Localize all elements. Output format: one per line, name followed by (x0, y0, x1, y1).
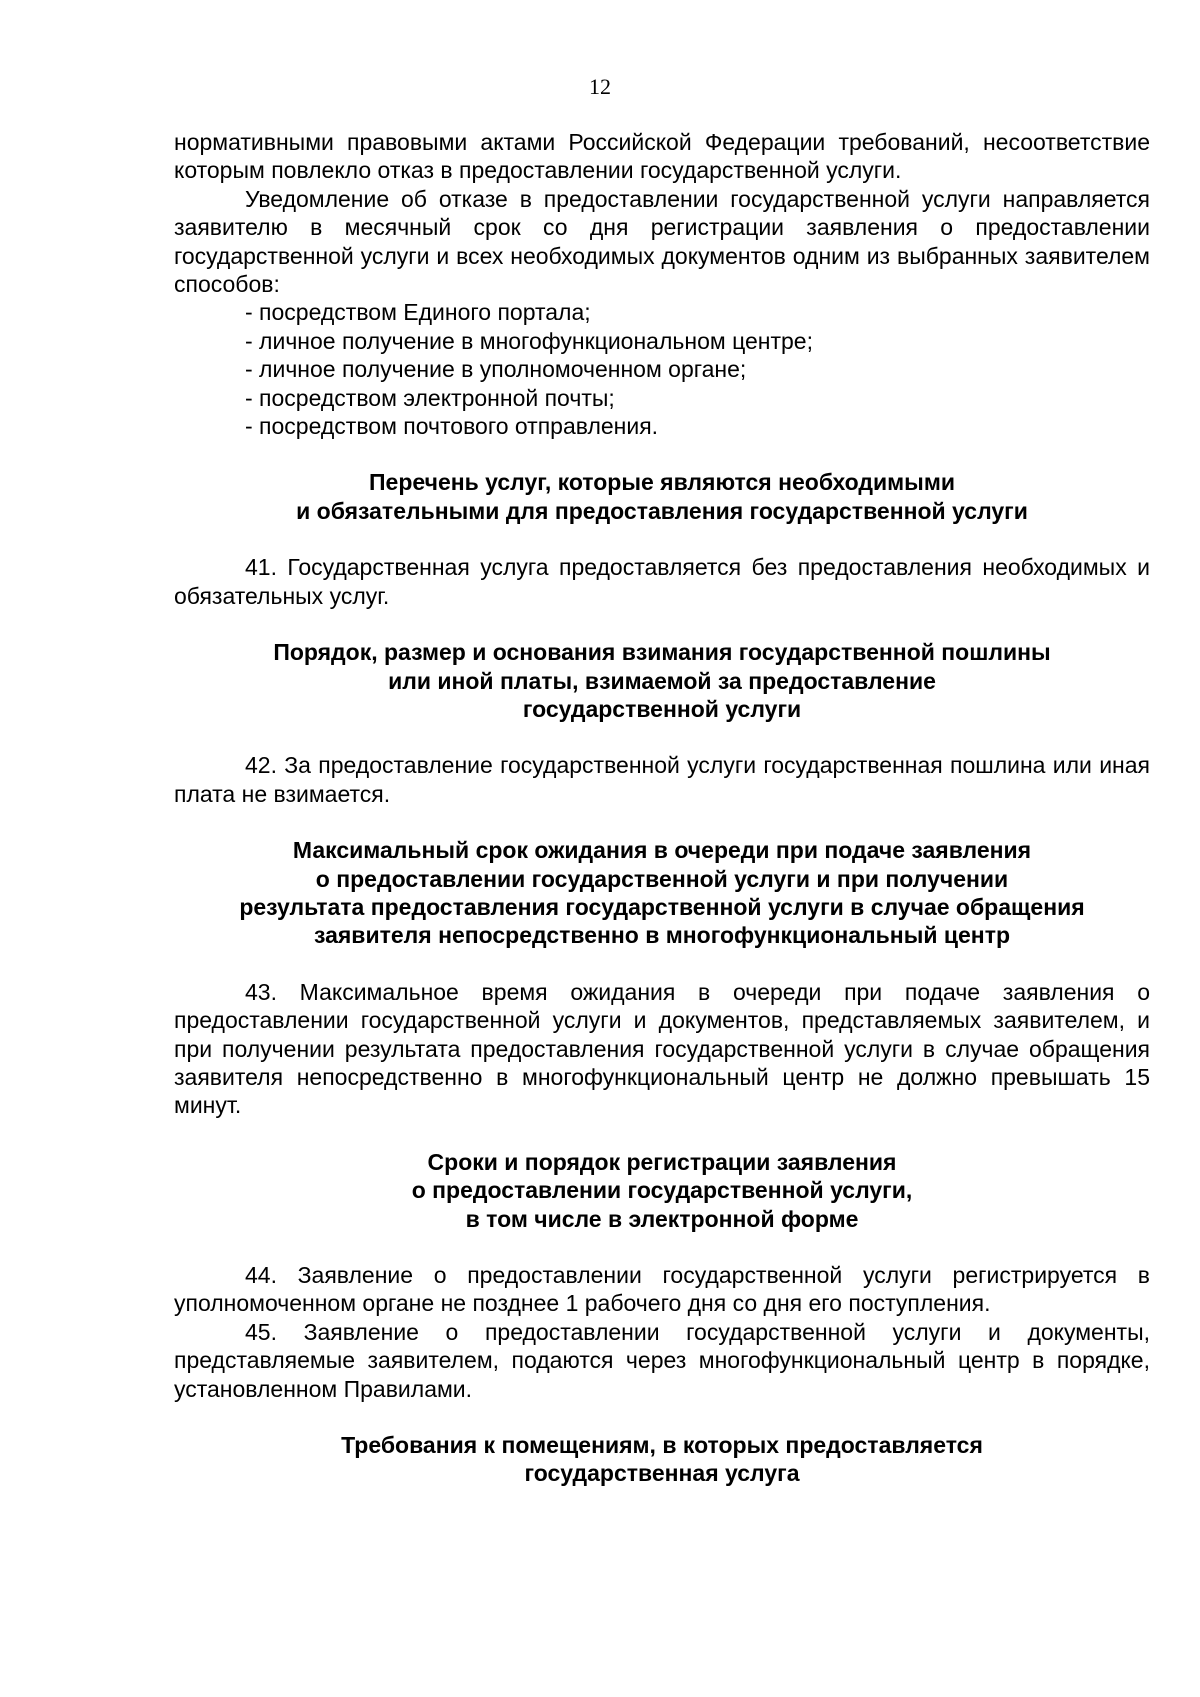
heading-line: Максимальный срок ожидания в очереди при подаче заявления (292, 837, 1032, 864)
paragraph-41: 41. Государственная услуга предоставляется без предоставления необходимых и обязательных услуг. (174, 554, 1150, 609)
paragraph-42: 42. За предоставление государственной услуги государственная пошлина или иная плата не взимается. (174, 752, 1150, 807)
list-item: - личное получение в уполномоченном органе; (245, 356, 747, 383)
heading-line: о предоставлении государственной услуги и при получении (315, 865, 1009, 892)
section-heading-required-services (174, 468, 1150, 525)
paragraph-refusal-grounds: нормативными правовыми актами Российской Федерации требований, несоответствие которым повлекло отказ в предоставлении государственной услуги. (174, 129, 1150, 184)
heading-line: государственной услуги (522, 695, 802, 722)
page-number: 12 (589, 74, 611, 99)
paragraph-refusal-notice: Уведомление об отказе в предоставлении государственной услуги направляется заявителю в месячный срок со дня регистрации заявления о предоставлении государственной услуги и всех необходимых документов одним из выбранных заявителем способов: (174, 185, 1150, 298)
heading-line: в том числе в электронной форме (465, 1205, 859, 1232)
heading-line: результата предоставления государственной услуги в случае обращения (239, 893, 1085, 920)
list-item: - посредством электронной почты; (245, 384, 615, 411)
section-heading-state-fee (174, 638, 1150, 723)
heading-line: Сроки и порядок регистрации заявления (427, 1148, 897, 1175)
list-item: - посредством почтового отправления. (245, 413, 659, 440)
section-heading-registration (174, 1148, 1150, 1233)
paragraph-44: 44. Заявление о предоставлении государственной услуги регистрируется в уполномоченном органе не позднее 1 рабочего дня со дня его поступления. (174, 1262, 1150, 1317)
list-item: - посредством Единого портала; (245, 299, 591, 326)
heading-line: или иной платы, взимаемой за предоставление (388, 667, 936, 694)
paragraph-43: 43. Максимальное время ожидания в очереди при подаче заявления о предоставлении государственной услуги и документов, представляемых заявителем, и при получении результата предоставления государственной услуги в случае обращения заявителя непосредственно в многофункциональный центр не должно превышать 15 минут. (174, 978, 1150, 1119)
heading-line: заявителя непосредственно в многофункциональный центр (313, 922, 1011, 949)
list-item: - личное получение в многофункциональном центре; (245, 327, 813, 354)
heading-line: и обязательными для предоставления государственной услуги (296, 497, 1028, 524)
section-heading-queue-time (174, 836, 1150, 950)
paragraph-45: 45. Заявление о предоставлении государственной услуги и документы, представляемые заявителем, подаются через многофункциональный центр в порядке, установленном Правилами. (174, 1318, 1150, 1402)
document-body (174, 128, 1150, 1488)
heading-line: Порядок, размер и основания взимания государственной пошлины (273, 639, 1051, 666)
heading-line: государственная услуга (524, 1460, 800, 1487)
heading-line: о предоставлении государственной услуги, (411, 1177, 913, 1204)
heading-line: Перечень услуг, которые являются необходимыми (369, 469, 955, 496)
heading-line: Требования к помещениям, в которых предоставляется (341, 1432, 983, 1459)
section-heading-premises (174, 1431, 1150, 1488)
delivery-methods-list (174, 298, 1150, 440)
